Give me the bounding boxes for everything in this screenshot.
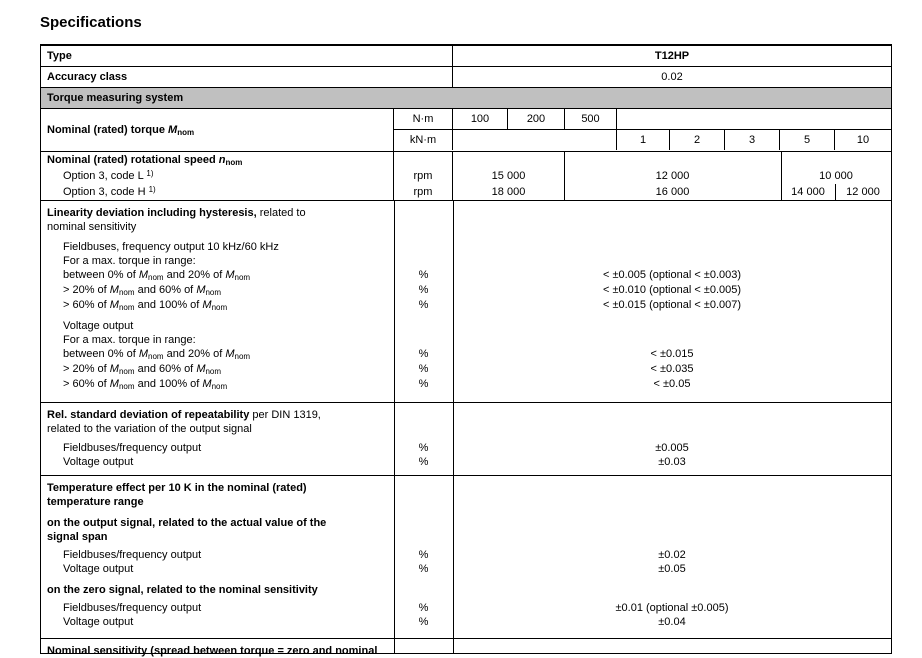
text-segment: nom [211,382,228,391]
text-segment: M [196,284,206,296]
spec-line [41,377,891,392]
text-segment: Torque measuring system [47,92,184,104]
label-cell [41,220,394,234]
text-segment: M [202,378,212,390]
unit-cell [394,422,453,436]
text-segment: nom [234,352,251,361]
torque-values [394,109,891,151]
text-segment: Voltage output [63,563,134,575]
unit-cell [394,495,453,509]
label-cell [41,644,394,658]
value-cell: < ±0.005 (optional < ±0.003) [602,269,742,281]
value-cell [453,530,891,544]
torque-value-cell: 5 [780,130,835,150]
value-cell [453,495,891,509]
text-segment: nom [148,273,164,282]
torque-value-cell [453,130,617,150]
value-cell [453,152,891,200]
text-segment: M [168,124,178,136]
unit-cell [394,220,453,234]
value-cell: < ±0.010 (optional < ±0.005) [602,284,742,296]
unit-cell: % [418,284,429,296]
text-segment: Accuracy class [47,71,128,83]
row-nominal-rated-torque [41,109,891,152]
label-cell [41,481,394,495]
specifications-table [40,44,892,657]
label-cell [41,601,394,615]
torque-value-cell: 500 [565,109,617,129]
text-segment: nom [118,367,135,376]
value-cell: ±0.04 [658,616,686,628]
unit-cell: % [418,378,429,390]
unit-cell: % [418,363,429,375]
speed-value-cell: 12 000 [846,186,880,198]
unit-cell: % [418,616,429,628]
label-cell [41,441,394,455]
unit-cell [394,644,453,658]
label-cell [41,109,394,151]
text-segment: > 20% of [63,284,110,296]
text-segment: Voltage output [63,616,134,628]
spec-line [41,220,891,234]
text-segment: Nominal (rated) rotational speed [47,154,219,166]
value-cell [453,408,891,422]
label-cell [41,495,394,509]
value-cell: < ±0.035 [650,363,694,375]
grid-line [453,476,454,638]
unit-cell: % [418,602,429,614]
unit-cell: % [418,549,429,561]
torque-value-cell: 1 [617,130,670,150]
spec-line [41,495,891,509]
spec-line [41,268,891,283]
label-cell [41,347,394,362]
text-segment: n [218,154,226,166]
value-cell [453,206,891,220]
grid-line [781,152,782,200]
torque-value-cell [617,109,891,129]
row-torque-measuring-system [41,88,891,109]
unit-cell: % [418,563,429,575]
value-cell: ±0.03 [658,456,686,468]
text-segment: between 0% of [63,269,139,281]
label-cell [41,298,394,313]
spec-line [41,481,891,495]
value-line [453,184,891,200]
spec-line [41,347,891,362]
text-segment: > 20% of [63,363,110,375]
text-segment: Voltage output [63,320,134,332]
value-cell: < ±0.015 [650,348,694,360]
label-cell [41,319,394,333]
spec-line [41,615,891,629]
text-segment: nom [211,303,228,312]
unit-cell: % [418,348,429,360]
value-cell [453,333,891,347]
text-segment: Fieldbuses/frequency output [63,549,202,561]
page [0,14,922,657]
text-segment: and 60% of [134,284,197,296]
grid-line [394,403,395,475]
spec-line [41,601,891,615]
speed-value-cell: 15 000 [491,170,526,182]
spec-line [41,548,891,562]
grid-line [453,201,454,402]
text-segment: Rel. standard deviation of repeatability [47,409,250,421]
label-cell [41,562,394,576]
text-segment: and 20% of [163,348,226,360]
unit-cell: N·m [394,109,453,129]
value-cell [453,516,891,530]
speed-value-cell: 18 000 [491,186,526,198]
text-segment: related to the variation of the output signal [47,423,252,435]
label-cell [41,615,394,629]
label-cell [41,583,394,597]
value-cell: 0.02 [661,71,683,83]
unit-cell [394,333,453,347]
label-cell [41,206,394,220]
text-segment: signal span [47,531,108,543]
text-segment: and 60% of [134,363,197,375]
torque-value-cell: 200 [508,109,565,129]
text-segment: nom [118,382,135,391]
value-cell: < ±0.05 [653,378,691,390]
spec-line [41,283,891,298]
torque-value-cell: 10 [856,134,870,146]
text-segment: M [225,348,235,360]
text-segment: nom [205,288,222,297]
spec-line [41,562,891,576]
torque-value-cell: 3 [725,130,780,150]
label-cell [41,46,453,66]
text-segment: Type [47,50,72,62]
value-cell [453,240,891,254]
text-segment: and 100% of [134,299,203,311]
spec-line [41,422,891,436]
text-segment: Fieldbuses, frequency output 10 kHz/60 kHz [63,241,279,253]
torque-line [394,109,891,130]
section-title [47,92,183,104]
row-accuracy-class [41,67,891,88]
text-segment: nom [118,303,135,312]
text-segment: > 60% of [63,378,110,390]
grid-line [453,403,454,475]
unit-cell [394,319,453,333]
label-cell [41,377,394,392]
label-cell [41,516,394,530]
speed-value-cell: 16 000 [655,186,690,198]
text-segment: Temperature effect per 10 K in the nominal (rated) [47,482,307,494]
text-segment: nom [118,288,135,297]
label-cell [41,283,394,298]
unit-cell [394,530,453,544]
text-segment: related to [256,207,306,219]
grid-line [394,476,395,638]
grid-line [394,639,395,653]
speed-header [41,152,393,168]
text-segment: temperature range [47,496,144,508]
label-cell [41,152,394,200]
row-temperature-effect [41,476,891,639]
value-cell [453,422,891,436]
spec-line [41,441,891,455]
text-segment: 1) [148,185,156,194]
value-cell: T12HP [654,50,690,62]
spec-line [41,530,891,544]
text-segment: M [109,363,119,375]
text-segment: nom [234,273,251,282]
row-nominal-rated-rotational-speed [41,152,891,201]
unit-cell: % [418,442,429,454]
label-cell [41,548,394,562]
text-segment: Fieldbuses/frequency output [63,602,202,614]
spec-line [41,240,891,254]
unit-line [394,152,452,168]
spec-line [41,408,891,422]
value-cell: < ±0.015 (optional < ±0.007) [602,299,742,311]
text-segment: For a max. torque in range: [63,334,196,346]
row-nominal-sensitivity-partial [41,639,891,657]
row-type [41,46,891,67]
value-cell [453,583,891,597]
value-cell [453,220,891,234]
unit-cell [394,152,453,200]
text-segment: Option 3, code L [63,170,147,182]
label-cell [41,455,394,469]
label-cell [41,254,394,268]
text-segment: and 20% of [163,269,226,281]
label-cell [41,362,394,377]
value-line [453,168,891,184]
text-segment: M [225,269,235,281]
row-linearity-deviation [41,201,891,403]
text-segment: M [138,348,149,360]
grid-line [835,184,836,200]
page-title: Specifications [40,14,142,31]
text-segment: M [196,363,206,375]
text-segment: per DIN 1319, [249,409,321,421]
label-cell [41,333,394,347]
spec-line [41,206,891,220]
text-segment: Nominal (rated) torque [47,124,169,136]
spec-line [41,644,891,658]
value-line [453,152,891,168]
spec-line [41,319,891,333]
text-segment: Linearity deviation including hysteresis, [47,207,257,219]
unit-line: rpm [413,170,433,182]
text-segment: nom [148,352,164,361]
value-cell: ±0.005 [655,442,689,454]
value-cell: ±0.02 [658,549,686,561]
speed-value-cell: 10 000 [819,170,853,182]
value-cell [453,644,891,658]
spec-line [41,254,891,268]
spec-line [41,298,891,313]
label-cell [41,67,453,87]
torque-value-cell: 100 [453,109,508,129]
unit-cell: kN·m [394,130,453,150]
text-segment: nominal sensitivity [47,221,137,233]
spec-line [41,362,891,377]
grid-line [564,152,565,200]
text-segment: M [202,299,212,311]
text-segment: and 100% of [134,378,203,390]
unit-cell [394,408,453,422]
grid-line [453,639,454,653]
unit-cell [394,206,453,220]
text-segment: Nominal sensitivity (spread between torque = zero and nominal [47,645,378,657]
unit-cell: % [418,269,429,281]
text-segment: M [109,284,119,296]
text-segment: For a max. torque in range: [63,255,196,267]
text-segment: M [109,378,119,390]
text-segment: M [138,269,149,281]
unit-cell: % [418,456,429,468]
speed-option-label [41,168,393,184]
unit-cell [394,254,453,268]
torque-line [394,130,891,150]
row-repeatability [41,403,891,476]
spec-line [41,516,891,530]
spec-line [41,333,891,347]
value-cell [453,481,891,495]
text-segment: on the output signal, related to the actual value of the [47,517,327,529]
value-cell [453,254,891,268]
text-segment: > 60% of [63,299,110,311]
unit-cell [394,481,453,495]
label-cell [41,268,394,283]
text-segment: M [109,299,119,311]
text-segment: 1) [146,169,154,178]
label-cell [41,422,394,436]
unit-cell [394,516,453,530]
spec-line [41,455,891,469]
text-segment: nom [205,367,222,376]
spec-line [41,583,891,597]
speed-option-label [41,184,393,200]
label-cell [41,408,394,422]
text-segment: nom [177,128,195,137]
label-cell [41,240,394,254]
unit-cell: % [418,299,429,311]
text-segment: Option 3, code H [63,186,149,198]
value-cell: ±0.05 [658,563,686,575]
text-segment: between 0% of [63,348,139,360]
speed-value-cell: 14 000 [791,186,825,198]
value-cell [453,319,891,333]
unit-cell [394,240,453,254]
grid-line [394,201,395,402]
unit-cell [394,583,453,597]
unit-line: rpm [413,186,433,198]
text-segment: on the zero signal, related to the nominal sensitivity [47,584,318,596]
label-cell [41,530,394,544]
text-segment: nom [225,158,243,167]
text-segment: Fieldbuses/frequency output [63,442,202,454]
value-cell: ±0.01 (optional ±0.005) [615,602,729,614]
text-segment: Voltage output [63,456,134,468]
speed-value-cell: 12 000 [655,170,690,182]
torque-value-cell: 2 [670,130,725,150]
label-text [47,124,194,136]
